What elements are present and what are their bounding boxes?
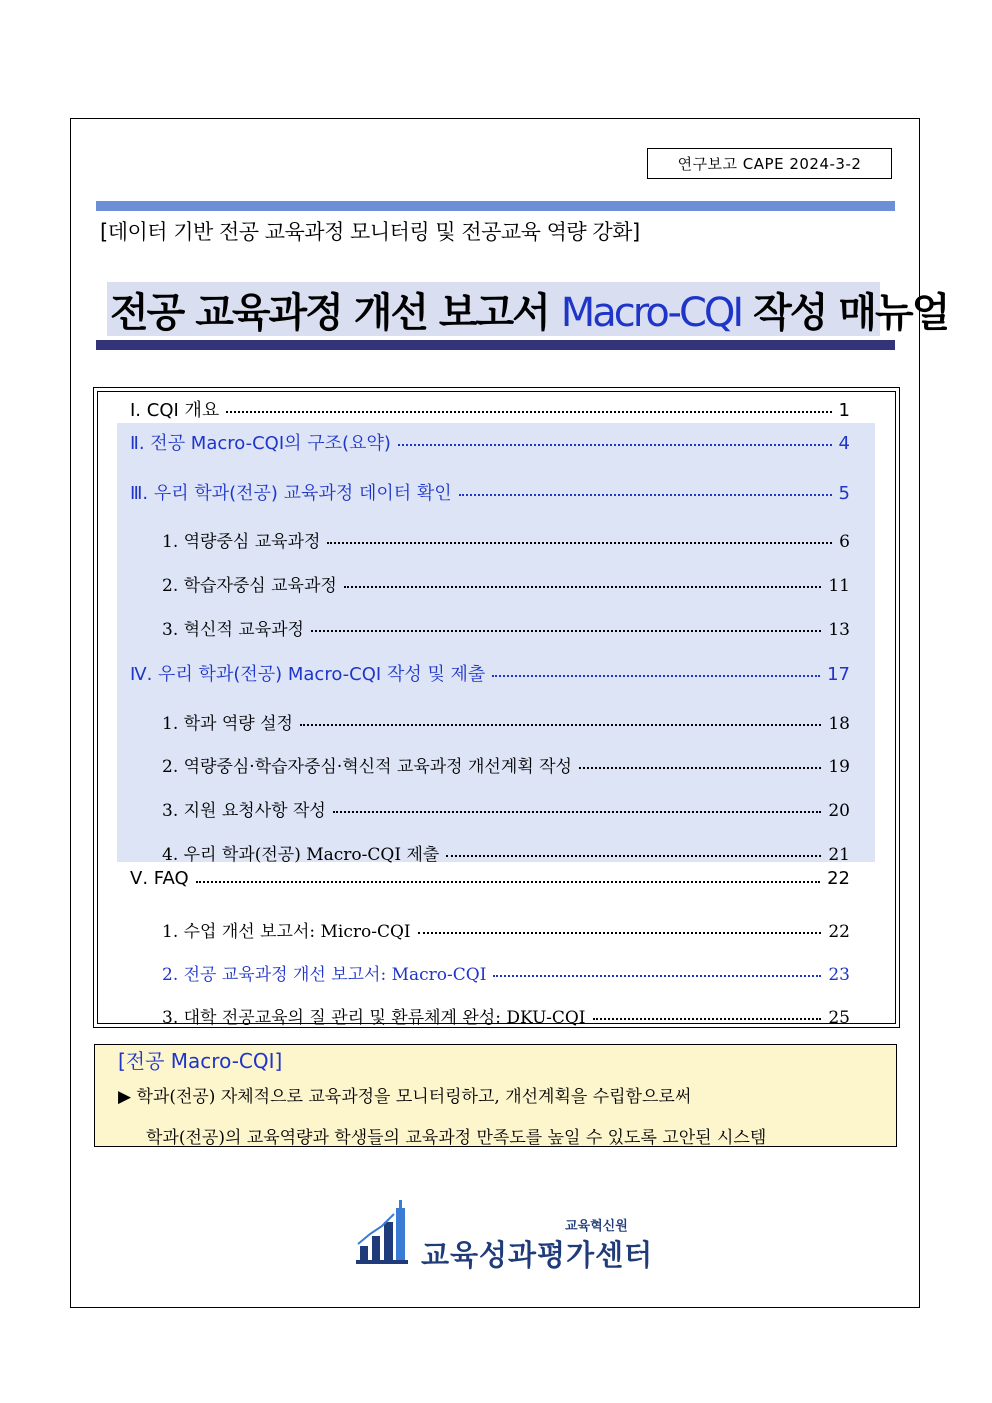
toc-label: Ⅲ. 우리 학과(전공) 교육과정 데이터 확인 xyxy=(130,483,452,504)
toc-page: 4 xyxy=(838,433,850,454)
toc-leader xyxy=(492,675,820,677)
toc-row[interactable] xyxy=(162,960,850,985)
toc-row[interactable] xyxy=(162,796,850,821)
toc-row[interactable] xyxy=(130,868,850,889)
title-part-1: 전공 교육과정 개선 보고서 xyxy=(110,290,561,336)
toc-label: Ⅴ. FAQ xyxy=(130,868,189,889)
toc-page: 11 xyxy=(828,576,850,596)
toc-leader xyxy=(493,975,821,977)
summary-title: [전공 Macro-CQI] xyxy=(118,1049,283,1073)
toc-page: 23 xyxy=(828,965,850,985)
toc-page: 17 xyxy=(827,664,850,685)
toc-label: 2. 전공 교육과정 개선 보고서: Macro-CQI xyxy=(162,965,487,985)
toc-leader xyxy=(311,630,821,632)
toc-label: 3. 지원 요청사항 작성 xyxy=(162,801,326,821)
toc-row[interactable] xyxy=(162,615,850,640)
toc-label: 1. 수업 개선 보고서: Micro-CQI xyxy=(162,922,411,942)
toc-row[interactable] xyxy=(162,840,850,865)
toc-leader xyxy=(300,724,821,726)
accent-bar-bottom xyxy=(96,340,895,350)
document-subtitle: [데이터 기반 전공 교육과정 모니터링 및 전공교육 역량 강화] xyxy=(100,220,640,244)
toc-row[interactable] xyxy=(130,396,850,422)
toc-leader xyxy=(418,932,822,934)
toc-label: 1. 학과 역량 설정 xyxy=(162,714,293,734)
toc-label: 1. 역량중심 교육과정 xyxy=(162,532,321,552)
toc-label: 2. 역량중심·학습자중심·혁신적 교육과정 개선계획 작성 xyxy=(162,757,572,777)
toc-leader xyxy=(196,881,820,883)
toc-label: 3. 혁신적 교육과정 xyxy=(162,620,304,640)
toc-row[interactable] xyxy=(130,429,850,455)
title-accent: Macro-CQI xyxy=(560,290,742,336)
toc-leader xyxy=(446,855,821,857)
toc-page: 22 xyxy=(827,868,850,889)
toc-label: 2. 학습자중심 교육과정 xyxy=(162,576,337,596)
toc-page: 18 xyxy=(828,714,850,734)
toc-page: 6 xyxy=(839,532,850,552)
toc-row[interactable] xyxy=(130,660,850,686)
toc-leader xyxy=(344,586,822,588)
toc-row[interactable] xyxy=(162,527,850,552)
toc-leader xyxy=(398,444,832,446)
toc-row[interactable] xyxy=(130,479,850,505)
logo-title: 교육성과평가센터 xyxy=(421,1238,654,1272)
title-part-2: 작성 매뉴얼 xyxy=(741,290,949,336)
report-number-box: 연구보고 CAPE 2024-3-2 xyxy=(647,148,892,179)
toc-row[interactable] xyxy=(162,917,850,942)
toc-page: 25 xyxy=(828,1008,850,1028)
toc-row[interactable] xyxy=(162,752,850,777)
toc-leader xyxy=(459,494,832,496)
toc-page: 20 xyxy=(828,801,850,821)
toc-page: 21 xyxy=(828,845,850,865)
toc-row[interactable] xyxy=(162,709,850,734)
document-title xyxy=(110,281,948,338)
toc-leader xyxy=(593,1018,822,1020)
toc-leader xyxy=(579,767,821,769)
toc-label: 4. 우리 학과(전공) Macro-CQI 제출 xyxy=(162,845,440,865)
toc-row[interactable] xyxy=(162,571,850,596)
toc-page: 5 xyxy=(838,483,850,504)
toc-label: Ⅳ. 우리 학과(전공) Macro-CQI 작성 및 제출 xyxy=(130,664,486,685)
toc-label: Ⅱ. 전공 Macro-CQI의 구조(요약) xyxy=(130,433,391,454)
accent-bar-top xyxy=(96,201,895,211)
toc-leader xyxy=(226,411,831,413)
toc-page: 22 xyxy=(828,922,850,942)
logo-subtitle: 교육혁신원 xyxy=(565,1219,628,1234)
toc-leader xyxy=(327,542,832,544)
toc-page: 19 xyxy=(828,757,850,777)
summary-line-2: 학과(전공)의 교육역량과 학생들의 교육과정 만족도를 높일 수 있도록 고안된 시스템 xyxy=(146,1128,767,1148)
toc-row[interactable] xyxy=(162,1003,850,1028)
toc-label: 3. 대학 전공교육의 질 관리 및 환류체계 완성: DKU-CQI xyxy=(162,1008,586,1028)
building-chart-icon xyxy=(354,1198,410,1268)
summary-line-1: ▶ 학과(전공) 자체적으로 교육과정을 모니터링하고, 개선계획을 수립함으로써 xyxy=(118,1087,692,1107)
toc-page: 13 xyxy=(828,620,850,640)
toc-page: 1 xyxy=(838,400,850,421)
toc-leader xyxy=(333,811,822,813)
toc-label: Ⅰ. CQI 개요 xyxy=(130,400,220,421)
